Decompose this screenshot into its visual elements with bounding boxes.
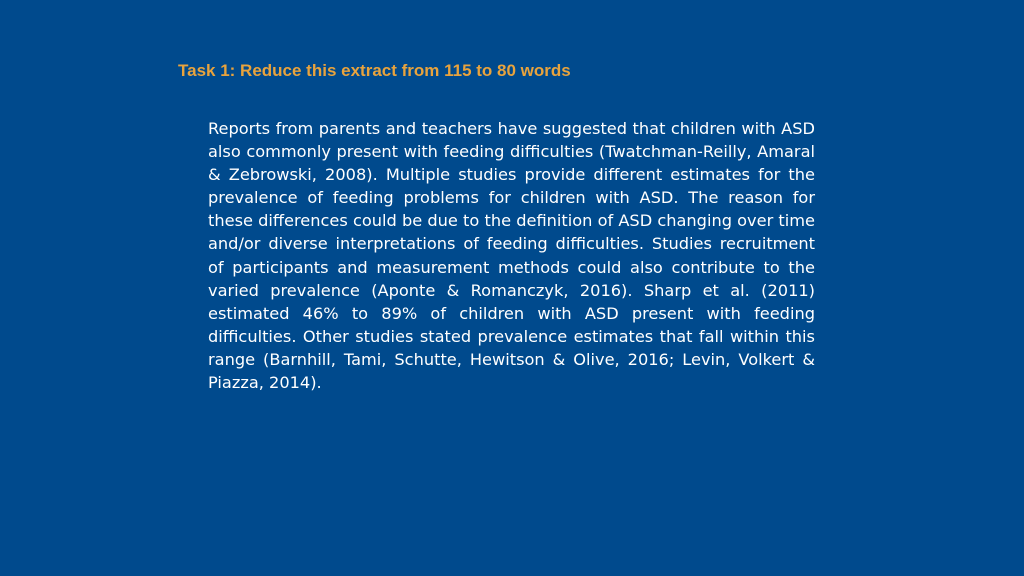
extract-paragraph: Reports from parents and teachers have suggested that children with ASD also commonly present with feeding difficulties (Twatchman-Reilly, Amaral & Zebrowski, 2008). Multiple studies provide different estimates for the prevalence of feeding problems for children with ASD. The reason for these differences could be due to the definition of ASD changing over time and/or diverse interpretations of feeding difficulties. Studies recruitment of participants and measurement methods could also contribute to the varied prevalence (Aponte & Romanczyk, 2016). Sharp et al. (2011) estimated 46% to 89% of children with ASD present with feeding difficulties. Other studies stated prevalence estimates that fall within this range (Barnhill, Tami, Schutte, Hewitson & Olive, 2016; Levin, Volkert & Piazza, 2014). xyxy=(208,119,815,393)
task-title: Task 1: Reduce this extract from 115 to 80 words xyxy=(178,61,571,80)
